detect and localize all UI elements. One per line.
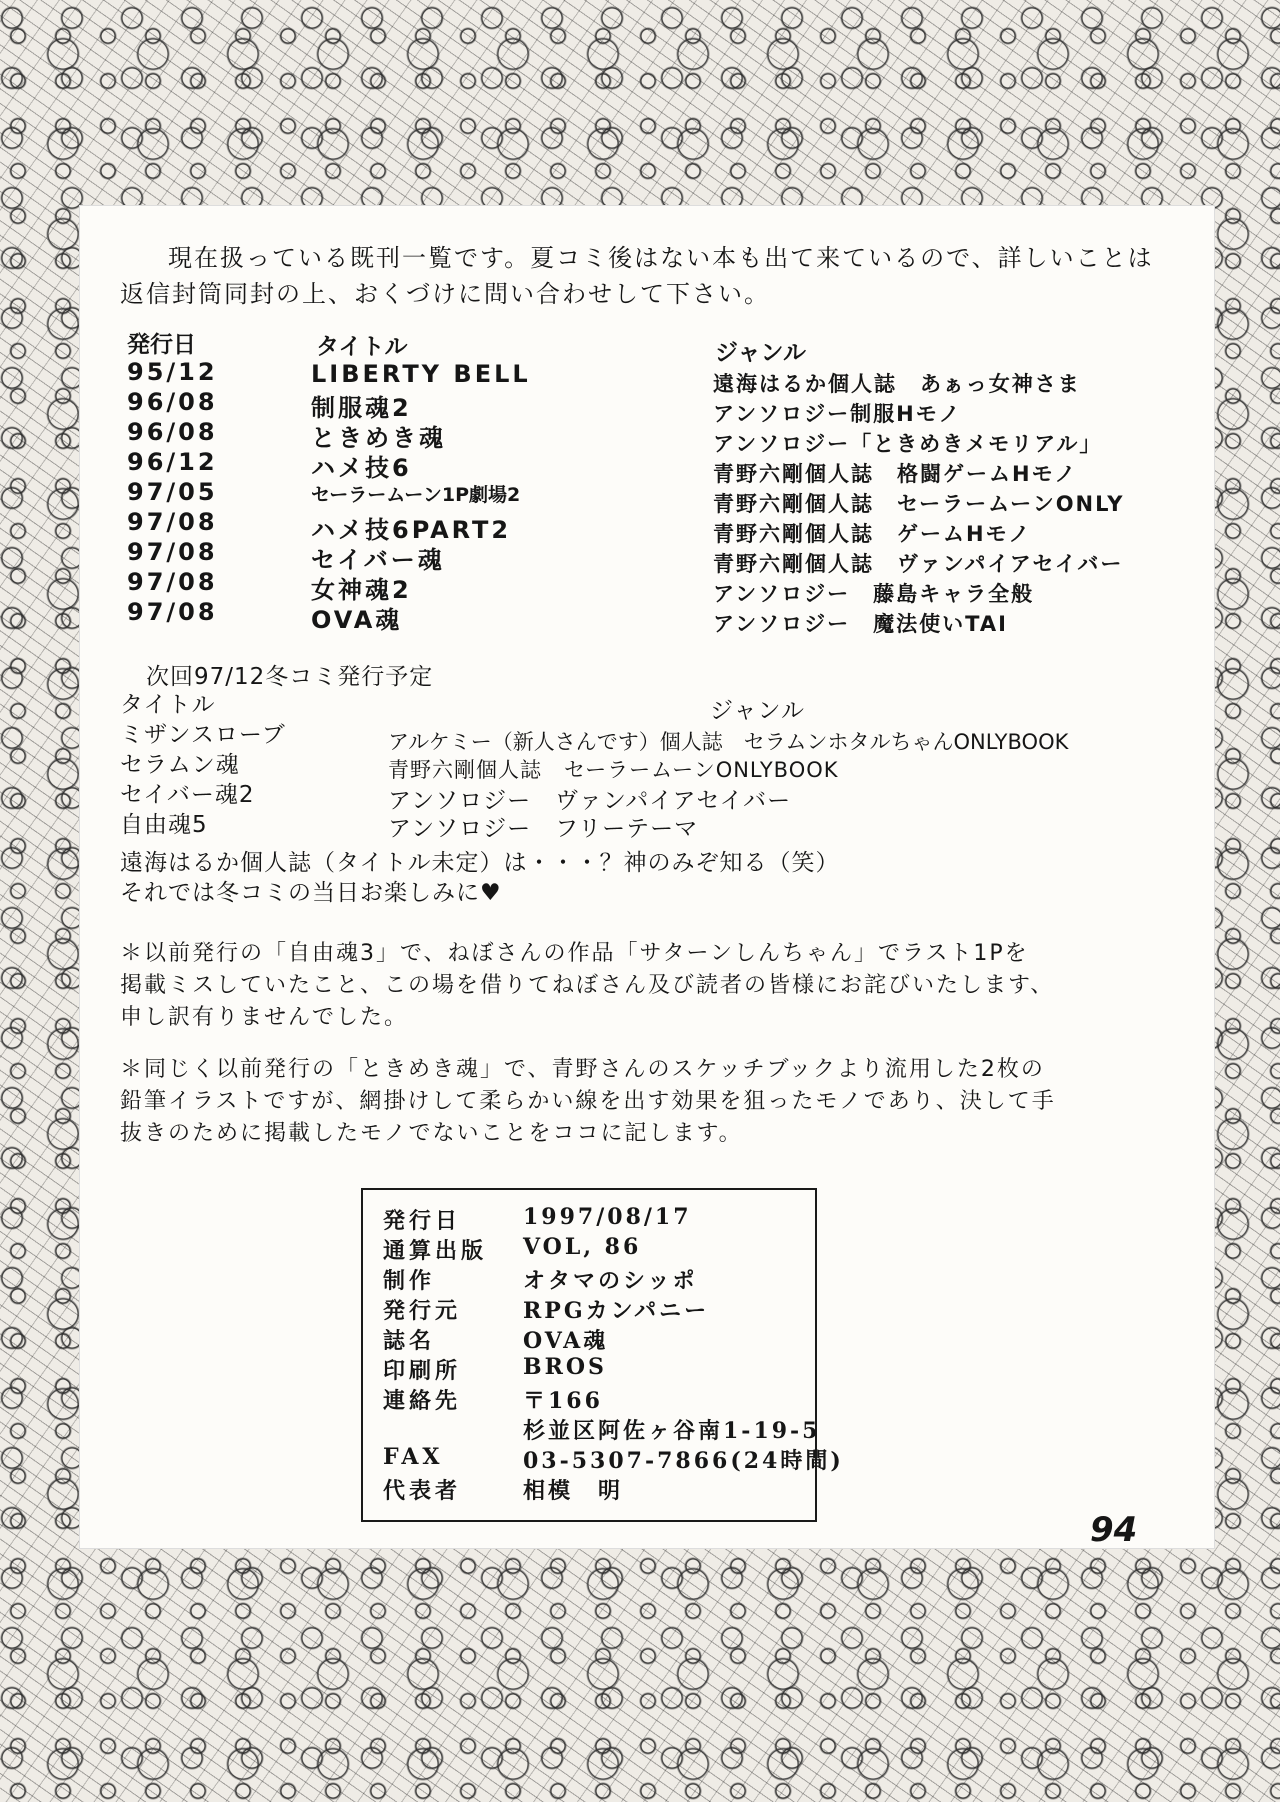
note-1 — [120, 938, 1180, 1034]
colophon-value: BROS — [523, 1354, 607, 1380]
row-genre: アンソロジー 魔法使いTAI — [713, 612, 1008, 636]
header-genre: ジャンル — [715, 340, 806, 366]
colophon-value: 1997/08/17 — [523, 1204, 692, 1230]
row-genre: アンソロジー 藤島キャラ全般 — [713, 582, 1035, 606]
note-line: 掲載ミスしていたこと、この場を借りてねぼさん及び読者の皆様にお詫びいたします、 — [120, 973, 1055, 998]
row-title: 女神魂2 — [311, 576, 412, 604]
colophon-value: VOL, 86 — [523, 1234, 642, 1260]
note-line: 申し訳有りませんでした。 — [120, 1005, 409, 1030]
colophon-value: RPGカンパニー — [523, 1298, 710, 1324]
upcoming-misc-line: 遠海はるか個人誌（タイトル未定）は・・・？神のみぞ知る（笑） — [120, 850, 840, 876]
colophon-value: 杉並区阿佐ヶ谷南1-19-5 — [523, 1418, 821, 1444]
colophon-row — [383, 1264, 805, 1294]
row-date: 97/08 — [127, 508, 218, 536]
row-date: 97/05 — [127, 478, 218, 506]
upcoming-genre: 青野六剛個人誌 セーラームーンONLYBOOK — [388, 758, 839, 782]
upcoming-title: 自由魂5 — [120, 812, 208, 838]
colophon-label: 通算出版 — [383, 1238, 488, 1264]
colophon-label: 印刷所 — [383, 1358, 462, 1384]
row-title: ハメ技6 — [311, 454, 412, 482]
row-title: セーラームーン1P劇場2 — [311, 484, 521, 506]
upcoming-closing-line: それでは冬コミの当日お楽しみに♥ — [120, 880, 502, 906]
row-date: 96/08 — [127, 418, 218, 446]
colophon-row — [383, 1204, 805, 1234]
header-title: タイトル — [316, 334, 408, 360]
upcoming-title: セラムン魂 — [120, 752, 240, 778]
row-title: ハメ技6PART2 — [311, 516, 512, 544]
colophon-row — [383, 1354, 805, 1384]
row-title: 制服魂2 — [311, 394, 412, 422]
colophon-value: OVA魂 — [523, 1328, 609, 1354]
row-title: OVA魂 — [311, 606, 403, 634]
colophon-label: 代表者 — [383, 1478, 462, 1504]
row-date: 97/08 — [127, 598, 218, 626]
row-genre: 青野六剛個人誌 格闘ゲームHモノ — [713, 462, 1078, 486]
colophon-box — [361, 1188, 844, 1522]
upcoming-heading: 次回97/12冬コミ発行予定 — [146, 664, 434, 690]
note-line: ＊以前発行の「自由魂3」で、ねぼさんの作品「サターンしんちゃん」でラスト1Pを — [120, 941, 1029, 966]
row-date: 96/12 — [127, 448, 218, 476]
colophon-value: 03-5307-7866(24時間) — [523, 1448, 844, 1474]
colophon-label: 誌名 — [383, 1328, 436, 1354]
colophon-value: 相模 明 — [523, 1478, 624, 1504]
intro-line: 返信封筒同封の上、おくづけに問い合わせして下さい。 — [120, 280, 770, 308]
colophon-label: 制作 — [383, 1268, 436, 1294]
note-2 — [120, 1054, 1180, 1150]
intro-line: 現在扱っている既刊一覧です。夏コミ後はない本も出て来ているので、詳しいことは — [168, 244, 1154, 272]
colophon-row — [383, 1414, 821, 1444]
row-date: 95/12 — [127, 358, 218, 386]
upcoming-genre: アルケミー（新人さんです）個人誌 セラムンホタルちゃんONLYBOOK — [388, 730, 1069, 754]
colophon-row — [383, 1474, 805, 1504]
note-line: 抜きのために掲載したモノでないことをココに記します。 — [120, 1121, 743, 1146]
row-title: LIBERTY BELL — [311, 360, 531, 388]
row-genre: 青野六剛個人誌 ゲームHモノ — [713, 522, 1032, 546]
row-date: 96/08 — [127, 388, 218, 416]
note-line: ＊同じく以前発行の「ときめき魂」で、青野さんのスケッチブックより流用した2枚の — [120, 1057, 1045, 1082]
page-number: 94 — [1090, 1510, 1138, 1550]
upcoming-header-title: タイトル — [120, 692, 216, 718]
colophon-label: 連絡先 — [383, 1388, 462, 1414]
row-title: セイバー魂 — [311, 546, 445, 574]
row-date: 97/08 — [127, 538, 218, 566]
colophon-row — [383, 1324, 805, 1354]
upcoming-genre: アンソロジー フリーテーマ — [388, 816, 699, 842]
intro-paragraph — [120, 240, 1180, 312]
colophon-label: 発行日 — [383, 1208, 462, 1234]
note-line: 鉛筆イラストですが、網掛けして柔らかい線を出す効果を狙ったモノであり、決して手 — [120, 1089, 1056, 1114]
colophon-row — [383, 1384, 805, 1414]
row-genre: アンソロジー制服Hモノ — [713, 402, 962, 426]
colophon-row — [383, 1444, 844, 1474]
row-genre: 青野六剛個人誌 セーラームーンONLY — [713, 492, 1125, 516]
header-date: 発行日 — [127, 332, 196, 358]
colophon-value: 〒166 — [523, 1388, 603, 1414]
colophon-label: FAX — [383, 1444, 444, 1470]
row-date: 97/08 — [127, 568, 218, 596]
colophon-value: オタマのシッポ — [523, 1268, 698, 1294]
row-title: ときめき魂 — [311, 424, 446, 452]
upcoming-title: セイバー魂2 — [120, 782, 255, 808]
row-genre: アンソロジー「ときめきメモリアル」 — [713, 432, 1103, 456]
upcoming-title: ミザンスローブ — [120, 722, 286, 748]
upcoming-header-genre: ジャンル — [710, 698, 805, 724]
upcoming-genre: アンソロジー ヴァンパイアセイバー — [388, 788, 792, 814]
colophon-row — [383, 1294, 805, 1324]
colophon-label: 発行元 — [383, 1298, 462, 1324]
row-genre: 遠海はるか個人誌 あぁっ女神さま — [713, 372, 1081, 396]
row-genre: 青野六剛個人誌 ヴァンパイアセイバー — [713, 552, 1124, 576]
colophon-row — [383, 1234, 805, 1264]
